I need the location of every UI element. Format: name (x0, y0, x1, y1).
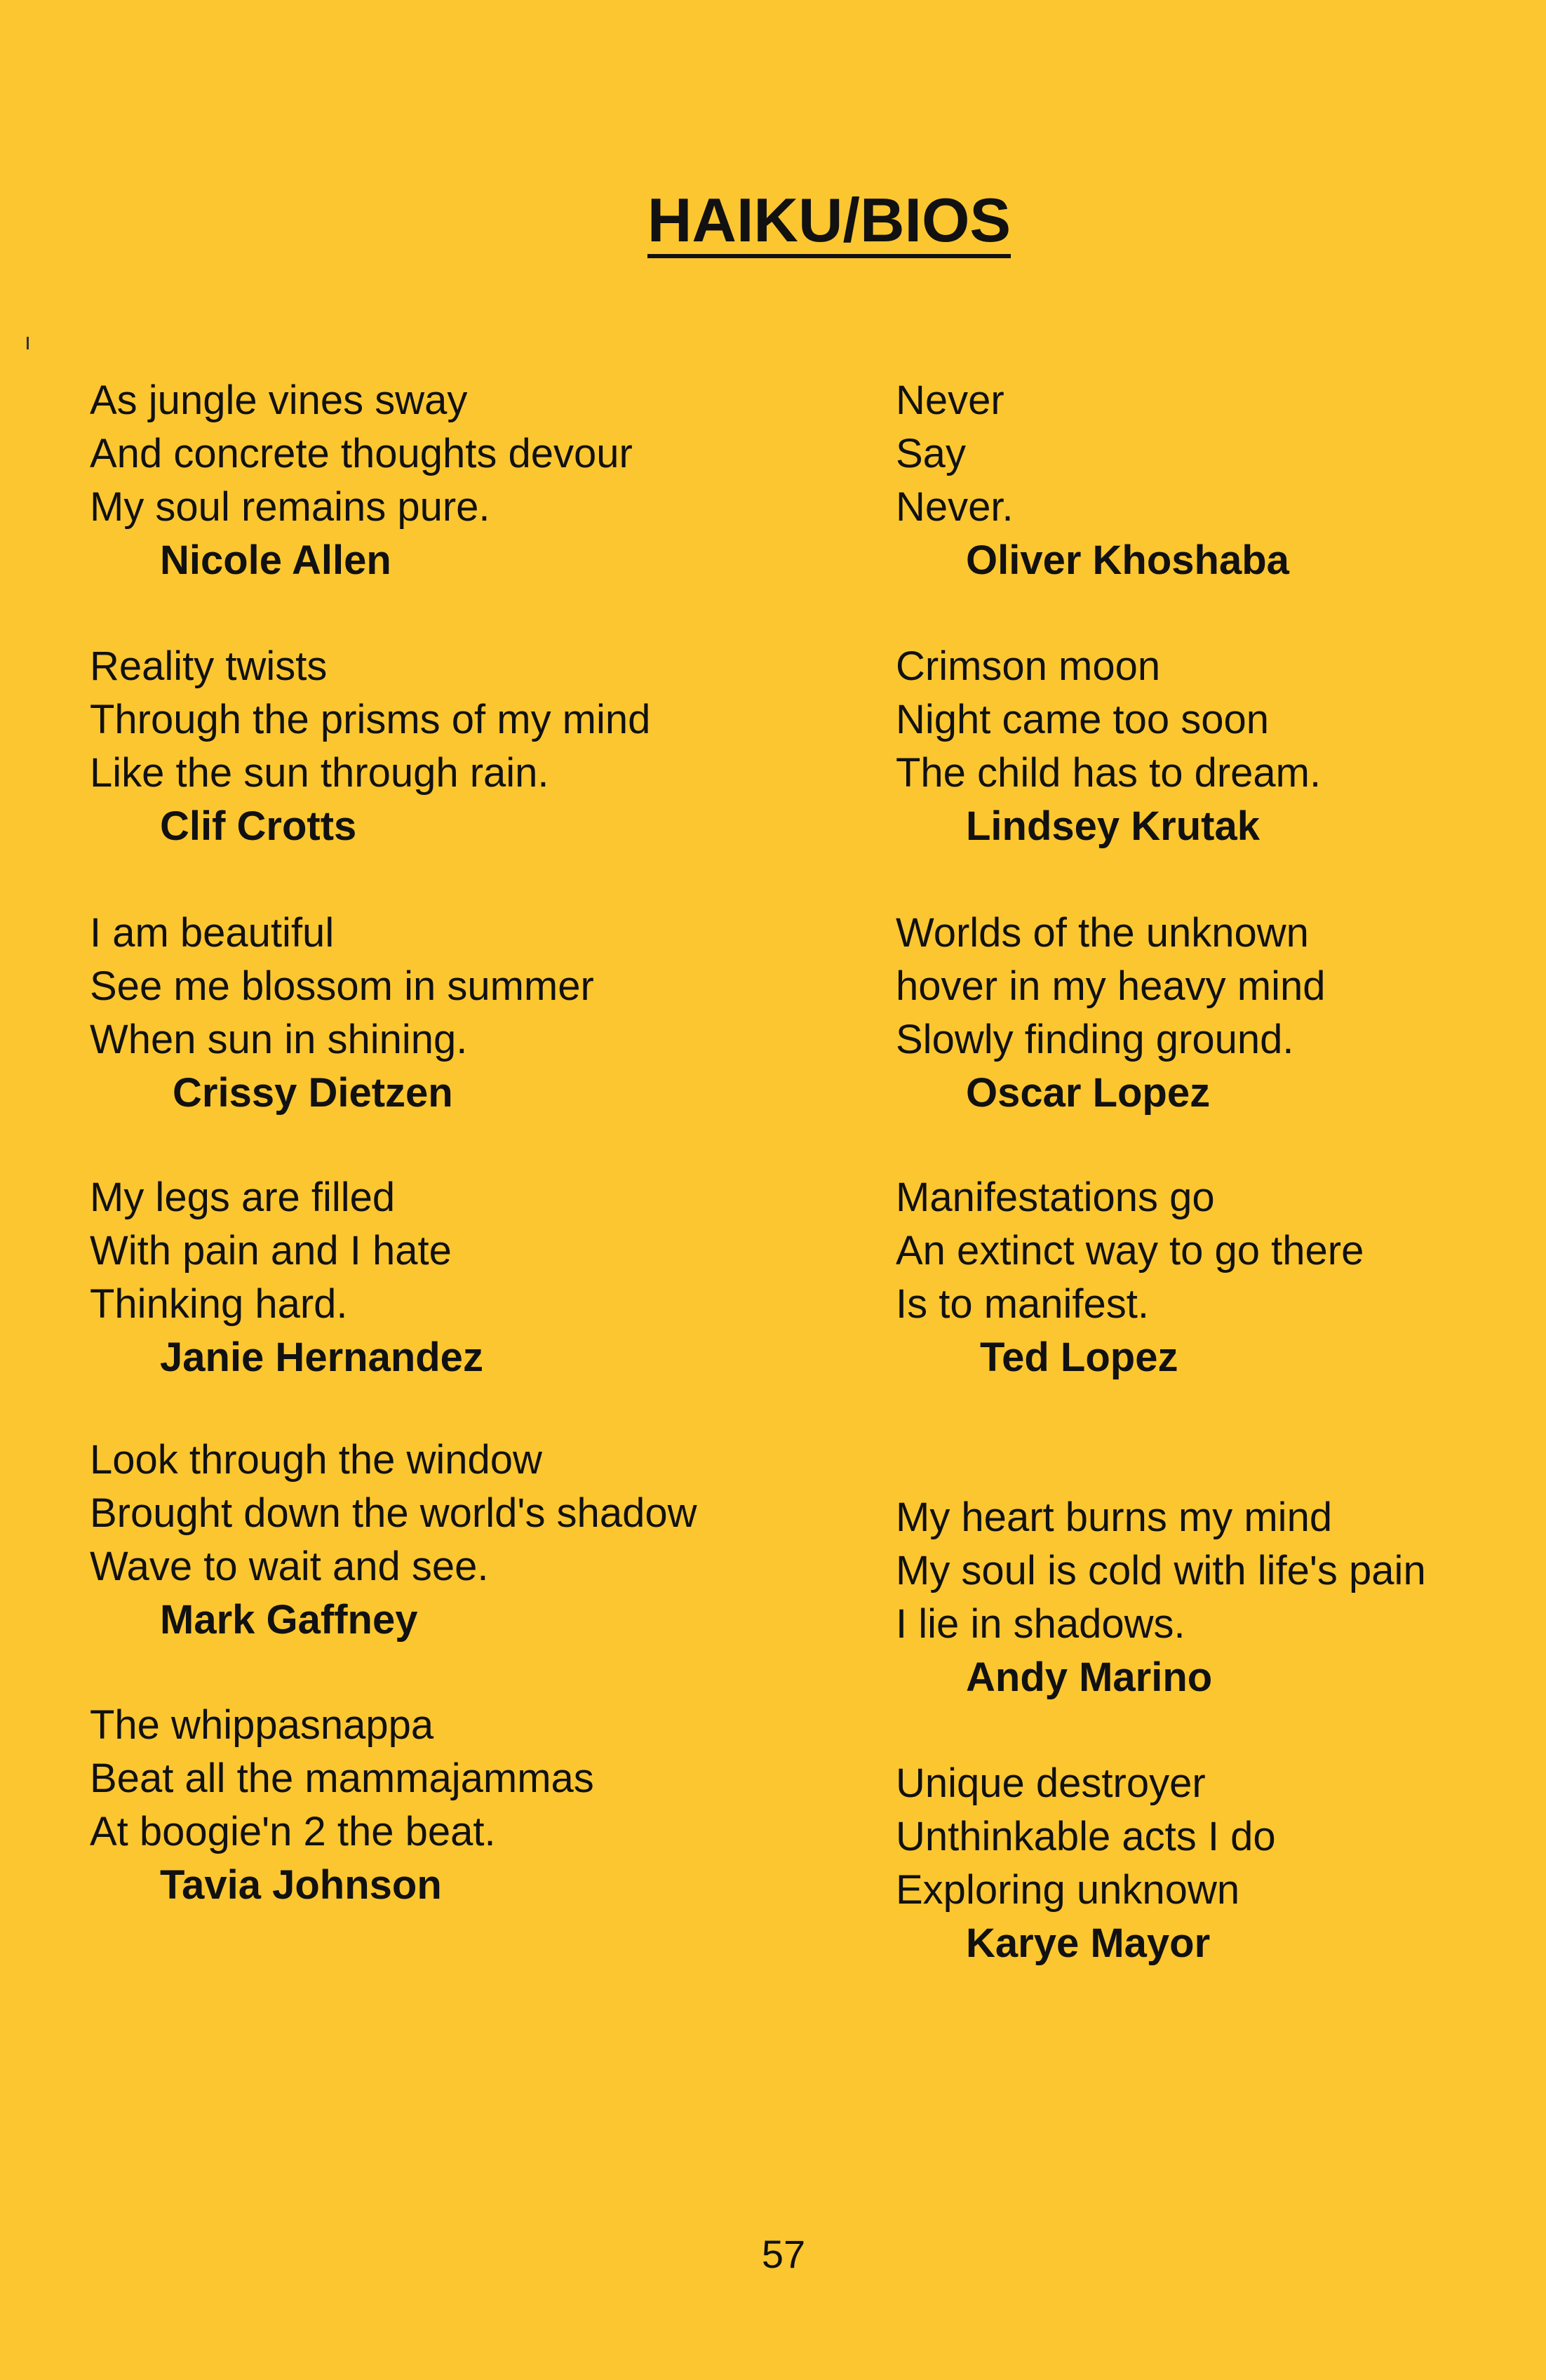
haiku-block (90, 640, 650, 853)
haiku-line: As jungle vines sway (90, 377, 468, 423)
haiku-line: Through the prisms of my mind (90, 697, 651, 742)
haiku-block (896, 1491, 1426, 1704)
haiku-block (90, 374, 633, 587)
page-number-text: 57 (761, 2232, 806, 2276)
haiku-line: The whippasnappa (90, 1702, 434, 1748)
haiku-author: Karye Mayor (966, 1920, 1211, 1966)
haiku-author: Janie Hernandez (160, 1335, 483, 1380)
haiku-block (90, 1433, 697, 1647)
page-title-text: HAIKU/BIOS (647, 189, 1011, 258)
haiku-line: Like the sun through rain. (90, 750, 549, 796)
page-title (0, 185, 1546, 258)
haiku-block (896, 907, 1325, 1120)
haiku-line: Is to manifest. (896, 1281, 1150, 1327)
haiku-block (896, 374, 1289, 587)
haiku-author: Clif Crotts (160, 803, 357, 849)
haiku-author: Tavia Johnson (160, 1862, 442, 1908)
haiku-line: Say (896, 431, 966, 476)
haiku-line: Unthinkable acts I do (896, 1814, 1276, 1859)
haiku-line: Look through the window (90, 1437, 542, 1483)
haiku-block (896, 640, 1321, 853)
haiku-author: Andy Marino (966, 1654, 1213, 1700)
haiku-line: With pain and I hate (90, 1228, 452, 1273)
haiku-line: Thinking hard. (90, 1281, 348, 1327)
haiku-author: Oliver Khoshaba (966, 537, 1289, 583)
haiku-line: I am beautiful (90, 910, 335, 956)
haiku-line: My soul remains pure. (90, 484, 490, 530)
haiku-line: Slowly finding ground. (896, 1017, 1294, 1062)
haiku-line: Beat all the mammajammas (90, 1756, 594, 1801)
haiku-block (90, 907, 594, 1120)
haiku-line: My legs are filled (90, 1175, 396, 1220)
haiku-line: Wave to wait and see. (90, 1544, 489, 1589)
haiku-author: Crissy Dietzen (173, 1070, 453, 1116)
haiku-author: Oscar Lopez (966, 1070, 1211, 1116)
haiku-line: Night came too soon (896, 697, 1269, 742)
haiku-line: Unique destroyer (896, 1760, 1206, 1806)
haiku-line: Manifestations go (896, 1175, 1215, 1220)
haiku-line: Reality twists (90, 643, 328, 689)
haiku-line: I lie in shadows. (896, 1601, 1185, 1647)
page-number (0, 2232, 1546, 2276)
haiku-line: Never (896, 377, 1004, 423)
haiku-line: An extinct way to go there (896, 1228, 1364, 1273)
haiku-line: Exploring unknown (896, 1867, 1240, 1913)
haiku-author: Mark Gaffney (160, 1597, 418, 1643)
haiku-author: Nicole Allen (160, 537, 391, 583)
haiku-line: The child has to dream. (896, 750, 1322, 796)
haiku-line: Crimson moon (896, 643, 1161, 689)
haiku-block (90, 1171, 483, 1384)
haiku-line: Never. (896, 484, 1014, 530)
haiku-author: Ted Lopez (980, 1335, 1178, 1380)
haiku-line: And concrete thoughts devour (90, 431, 633, 476)
haiku-line: When sun in shining. (90, 1017, 468, 1062)
haiku-block (896, 1757, 1276, 1970)
haiku-line: At boogie'n 2 the beat. (90, 1809, 496, 1854)
haiku-line: Brought down the world's shadow (90, 1490, 697, 1536)
haiku-line: hover in my heavy mind (896, 963, 1326, 1009)
haiku-line: My heart burns my mind (896, 1495, 1333, 1540)
haiku-line: My soul is cold with life's pain (896, 1548, 1426, 1593)
haiku-block (90, 1699, 594, 1912)
haiku-block (896, 1171, 1364, 1384)
haiku-line: Worlds of the unknown (896, 910, 1309, 956)
haiku-author: Lindsey Krutak (966, 803, 1260, 849)
scan-edge-mark (27, 337, 29, 349)
haiku-line: See me blossom in summer (90, 963, 594, 1009)
